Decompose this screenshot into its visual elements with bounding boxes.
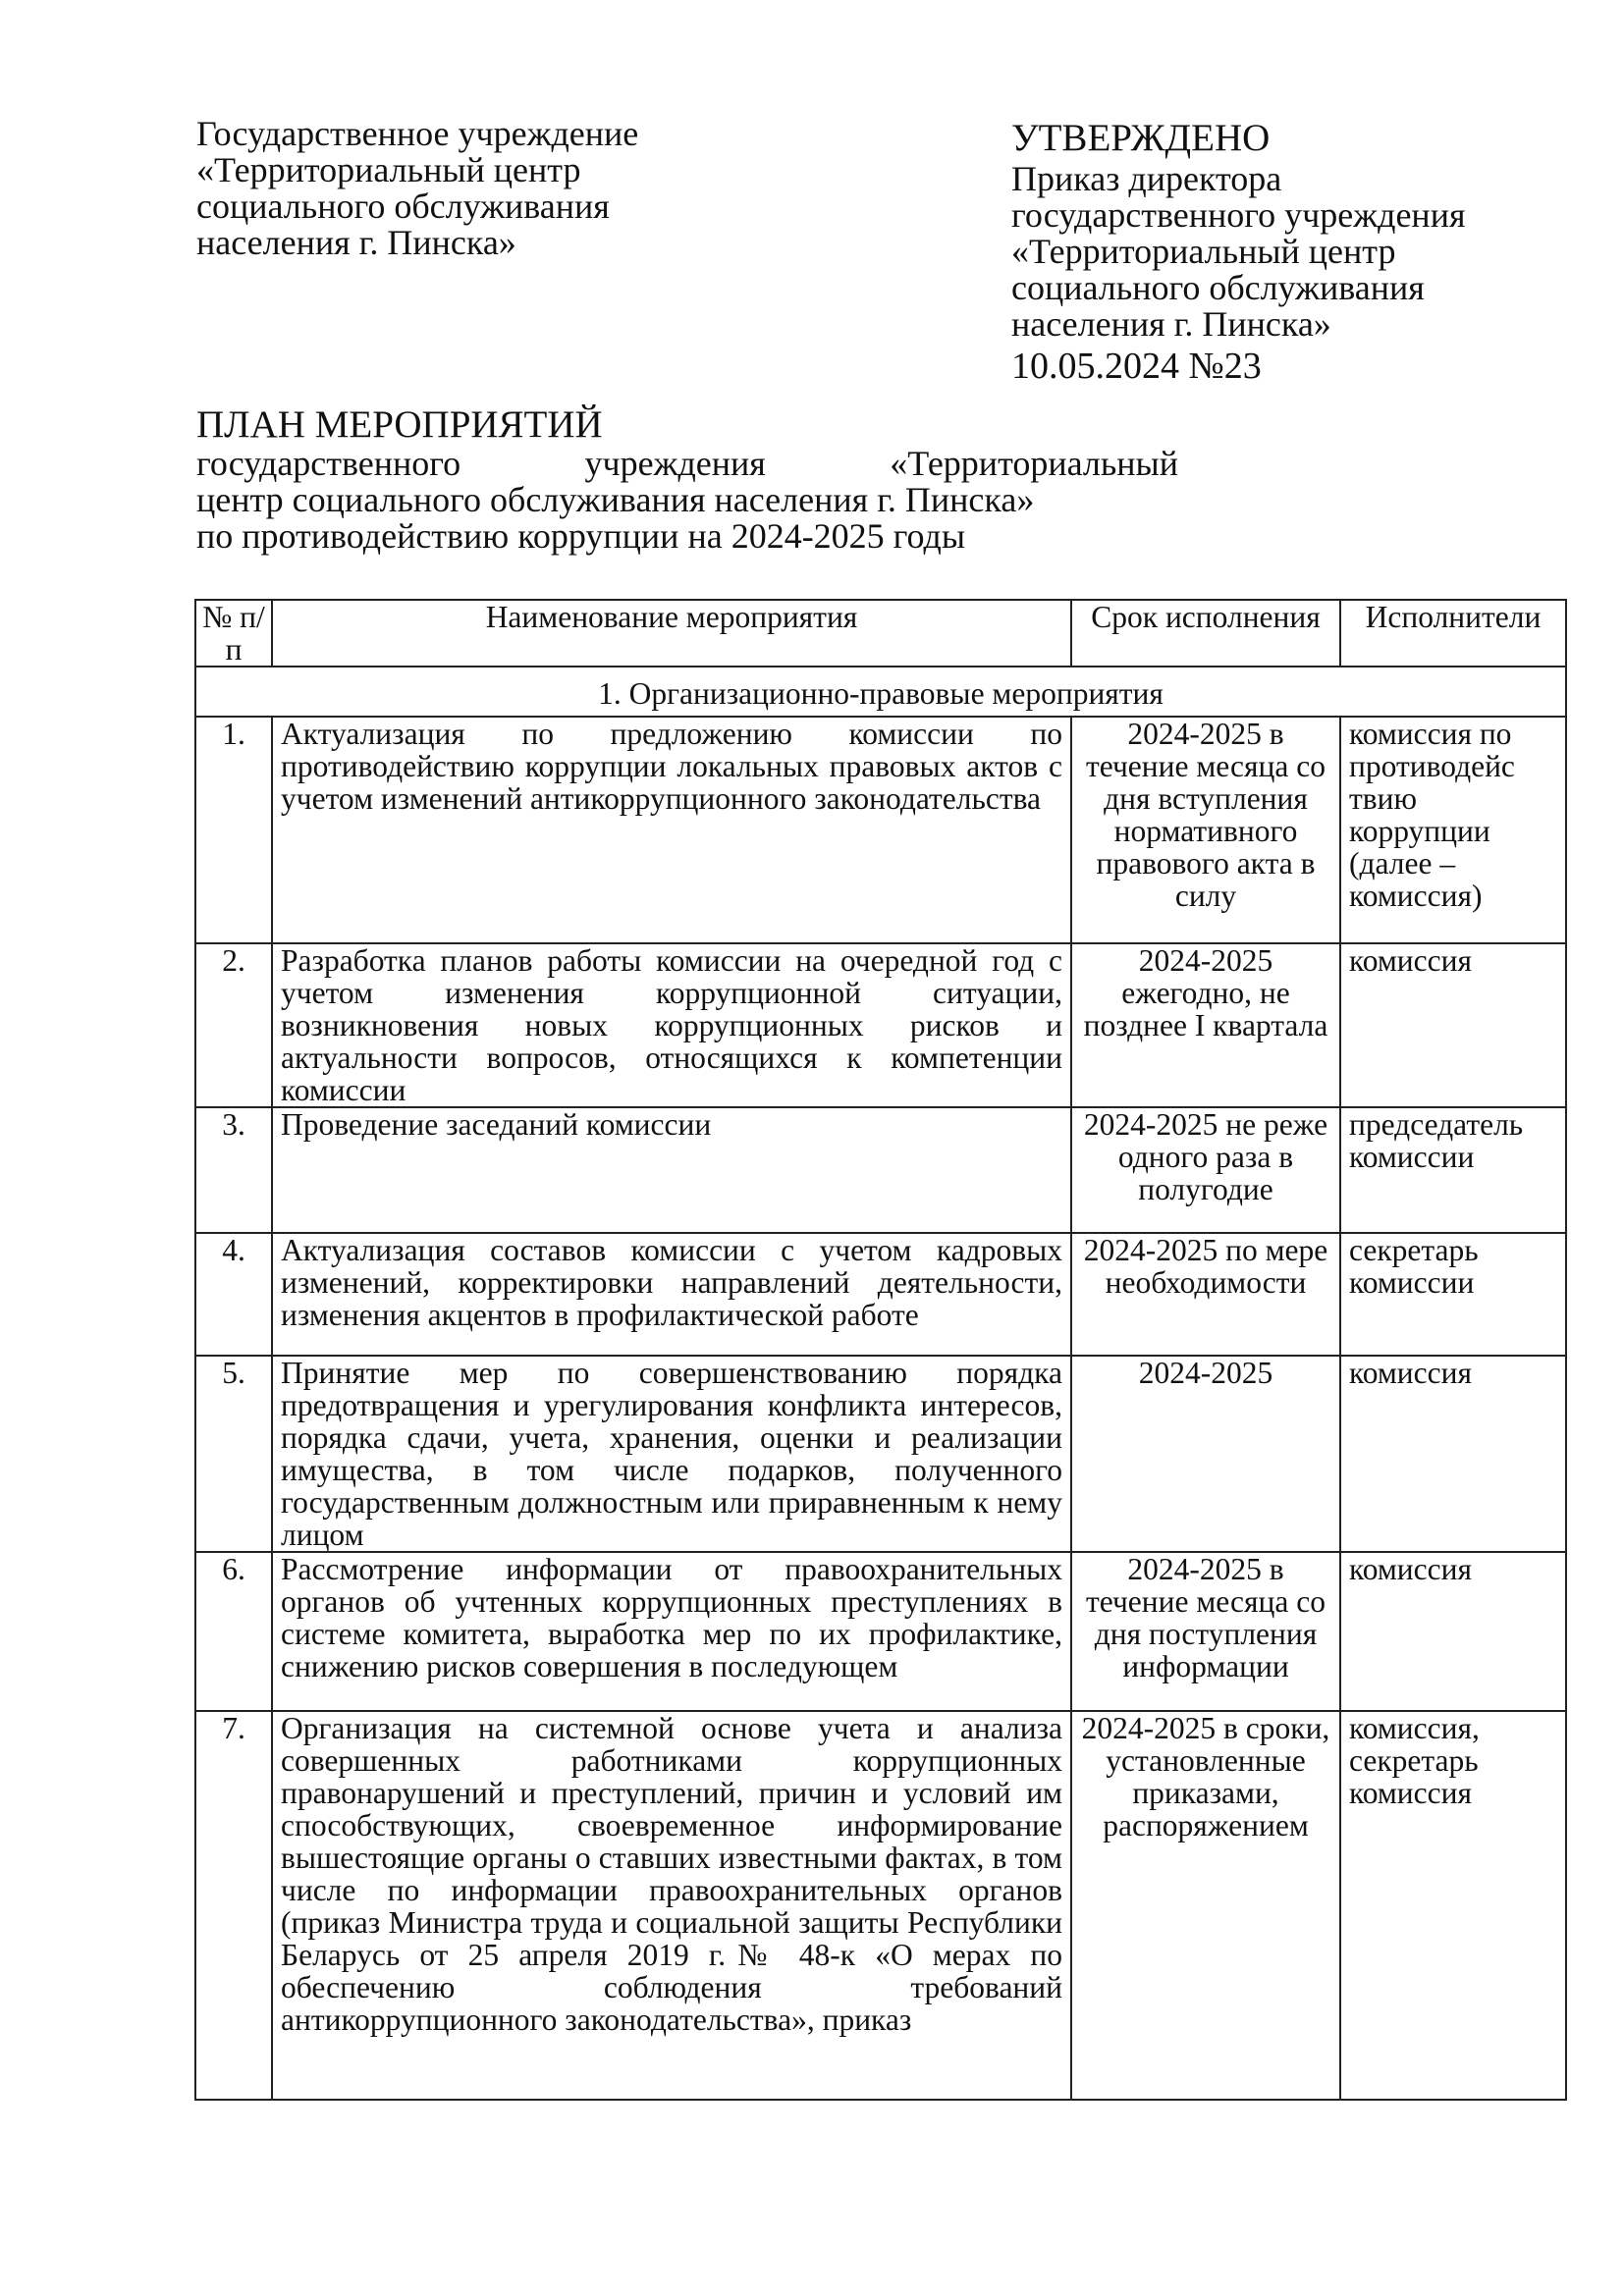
organization-line: «Территориальный центр	[196, 150, 581, 189]
row-executors: комиссия, секретарь комиссия	[1340, 1711, 1566, 2100]
row-deadline: 2024-2025 в сроки, установленные приказами, распоряжением	[1071, 1711, 1340, 2100]
table-header-row	[195, 600, 1566, 667]
table-row	[195, 1107, 1566, 1233]
header-deadline: Срок исполнения	[1071, 600, 1340, 667]
row-name: Проведение заседаний комиссии	[272, 1107, 1071, 1233]
measures-table	[194, 599, 1567, 2101]
row-executors: секретарь комиссии	[1340, 1233, 1566, 1356]
row-num: 3.	[195, 1107, 272, 1233]
approval-date-number: 10.05.2024 №23	[1011, 346, 1262, 387]
organization-block	[196, 116, 746, 261]
table-row	[195, 1711, 1566, 2100]
row-name: Рассмотрение информации от правоохранительных органов об учтенных коррупционных преступлениях в системе комитета, выработка мер по их профилактике, снижению рисков совершения в последующем	[272, 1552, 1071, 1711]
row-num: 2.	[195, 943, 272, 1107]
section-title: 1. Организационно-правовые мероприятия	[195, 667, 1566, 717]
organization-line: Государственное учреждение	[196, 114, 639, 153]
row-executors: комиссия	[1340, 1552, 1566, 1711]
row-num: 4.	[195, 1233, 272, 1356]
row-executors: комиссия по противодейс твию коррупции (далее – комиссия)	[1340, 717, 1566, 943]
row-executors: комиссия	[1340, 1356, 1566, 1552]
table-row	[195, 943, 1566, 1107]
plan-title: ПЛАН МЕРОПРИЯТИЙ	[196, 403, 603, 446]
row-deadline: 2024-2025 ежегодно, не позднее I квартала	[1071, 943, 1340, 1107]
row-name: Актуализация по предложению комиссии по противодействию коррупции локальных правовых актов с учетом изменений антикоррупционного законодательства	[272, 717, 1071, 943]
row-deadline: 2024-2025 в течение месяца со дня вступления нормативного правового акта в силу	[1071, 717, 1340, 943]
approval-line: «Территориальный центр	[1011, 232, 1396, 271]
row-num: 5.	[195, 1356, 272, 1552]
approval-block	[1011, 118, 1600, 385]
row-name: Актуализация составов комиссии с учетом кадровых изменений, корректировки направлений деятельности, изменения акцентов в профилактической работе	[272, 1233, 1071, 1356]
table-row	[195, 1233, 1566, 1356]
row-executors: комиссия	[1340, 943, 1566, 1107]
plan-subtitle-line: по противодействию коррупции на 2024-2025 годы	[196, 516, 966, 556]
row-deadline: 2024-2025 по мере необходимости	[1071, 1233, 1340, 1356]
row-num: 1.	[195, 717, 272, 943]
plan-subtitle-line: центр социального обслуживания населения г. Пинска»	[196, 480, 1035, 519]
plan-subtitle-line: государственного учреждения «Территориальный	[196, 444, 1178, 483]
row-executors: председатель комиссии	[1340, 1107, 1566, 1233]
approval-title: УТВЕРЖДЕНО	[1011, 117, 1271, 159]
row-deadline: 2024-2025 не реже одного раза в полугодие	[1071, 1107, 1340, 1233]
header-num: № п/п	[195, 600, 272, 667]
row-name: Принятие мер по совершенствованию порядка предотвращения и урегулирования конфликта интересов, порядка сдачи, учета, хранения, оценки и реализации имущества, в том числе подарков, полученного государственным должностным или приравненным к нему лицом	[272, 1356, 1071, 1552]
approval-line: государственного учреждения	[1011, 195, 1466, 235]
approval-line: социального обслуживания	[1011, 268, 1425, 307]
row-name: Разработка планов работы комиссии на очередной год с учетом изменения коррупционной ситуации, возникновения новых коррупционных рисков и актуальности вопросов, относящихся к компетенции комиссии	[272, 943, 1071, 1107]
row-num: 7.	[195, 1711, 272, 2100]
section-row	[195, 667, 1566, 717]
table-row	[195, 1356, 1566, 1552]
table-row	[195, 717, 1566, 943]
organization-line: социального обслуживания	[196, 187, 610, 226]
plan-heading	[196, 404, 1178, 555]
row-deadline: 2024-2025 в течение месяца со дня поступления информации	[1071, 1552, 1340, 1711]
approval-line: Приказ директора	[1011, 159, 1282, 198]
plan-subtitle	[196, 446, 1178, 555]
organization-line: населения г. Пинска»	[196, 223, 516, 262]
approval-line: населения г. Пинска»	[1011, 304, 1331, 344]
header-executors: Исполнители	[1340, 600, 1566, 667]
row-deadline: 2024-2025	[1071, 1356, 1340, 1552]
row-num: 6.	[195, 1552, 272, 1711]
header-name: Наименование мероприятия	[272, 600, 1071, 667]
row-name: Организация на системной основе учета и анализа совершенных работниками коррупционных правонарушений и преступлений, причин и условий им способствующих, своевременное информирование вышестоящие органы о ставших известными фактах, в том числе по информации правоохранительных органов (приказ Министра труда и социальной защиты Республики Беларусь от 25 апреля 2019 г.№ 48-к «О мерах по обеспечению соблюдения требований антикоррупционного законодательства», приказ	[272, 1711, 1071, 2100]
table-row	[195, 1552, 1566, 1711]
